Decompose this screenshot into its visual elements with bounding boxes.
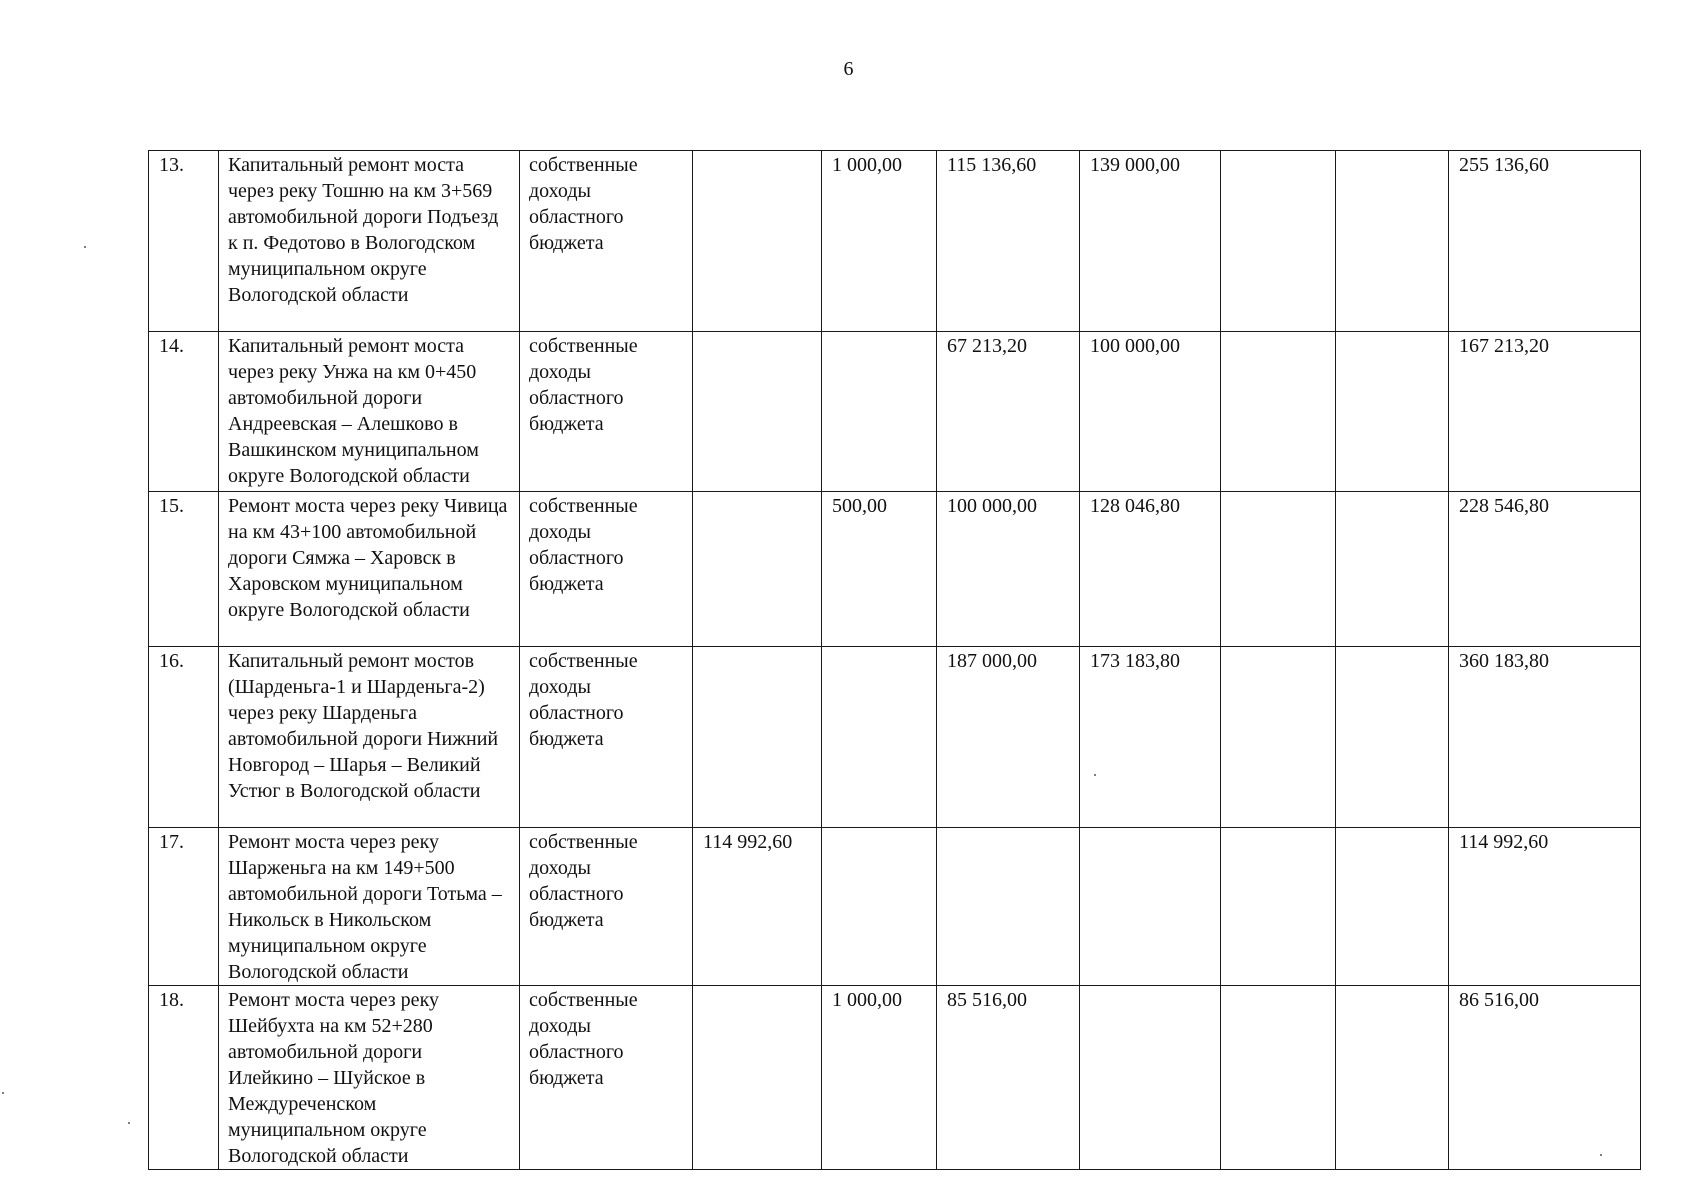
object-name-cell: Капитальный ремонт моста через реку Тошню на км 3+569 автомобильной дороги Подъезд к п. Федотово в Вологодском муниципальном округе Вологодской области <box>219 151 520 332</box>
amount-cell: 115 136,60 <box>937 151 1080 332</box>
row-number: 18. <box>149 986 219 1170</box>
amount-cell <box>1336 828 1449 986</box>
amount-cell: 100 000,00 <box>937 492 1080 647</box>
budget-table <box>148 150 1641 1170</box>
amount-cell: 100 000,00 <box>1080 332 1221 492</box>
amount-cell <box>693 492 822 647</box>
amount-cell <box>1221 492 1336 647</box>
funding-source-cell: собственные доходы областного бюджета <box>520 492 693 647</box>
scan-speck <box>84 246 86 248</box>
amount-cell: 139 000,00 <box>1080 151 1221 332</box>
amount-cell: 67 213,20 <box>937 332 1080 492</box>
amount-cell <box>1336 492 1449 647</box>
amount-cell <box>693 332 822 492</box>
object-name-cell: Ремонт моста через реку Шарженьга на км 149+500 автомобильной дороги Тотьма – Никольск в Никольском муниципальном округе Вологодской области <box>219 828 520 986</box>
object-name-cell: Капитальный ремонт мостов (Шарденьга-1 и Шарденьга-2) через реку Шарденьга автомобильной дороги Нижний Новгород – Шарья – Великий Устюг в Вологодской области <box>219 647 520 828</box>
amount-cell <box>937 828 1080 986</box>
funding-source-cell: собственные доходы областного бюджета <box>520 332 693 492</box>
amount-cell <box>1221 828 1336 986</box>
amount-cell: 1 000,00 <box>822 986 937 1170</box>
amount-cell <box>1336 332 1449 492</box>
table-row <box>149 151 1641 332</box>
funding-source-cell: собственные доходы областного бюджета <box>520 151 693 332</box>
funding-source-cell: собственные доходы областного бюджета <box>520 986 693 1170</box>
amount-cell: 500,00 <box>822 492 937 647</box>
funding-source-cell: собственные доходы областного бюджета <box>520 828 693 986</box>
object-name-cell: Ремонт моста через реку Шейбухта на км 52+280 автомобильной дороги Илейкино – Шуйское в Междуреченском муниципальном округе Вологодской области <box>219 986 520 1170</box>
total-cell: 114 992,60 <box>1449 828 1641 986</box>
amount-cell <box>1221 647 1336 828</box>
funding-source-cell: собственные доходы областного бюджета <box>520 647 693 828</box>
total-cell: 86 516,00 <box>1449 986 1641 1170</box>
object-name-cell: Ремонт моста через реку Чивица на км 43+100 автомобильной дороги Сямжа – Харовск в Харовском муниципальном округе Вологодской области <box>219 492 520 647</box>
scan-speck <box>2 1092 4 1094</box>
amount-cell <box>1080 986 1221 1170</box>
amount-cell <box>1221 151 1336 332</box>
row-number: 13. <box>149 151 219 332</box>
amount-cell <box>693 647 822 828</box>
table-row <box>149 332 1641 492</box>
scan-speck <box>1600 1154 1602 1156</box>
table-row <box>149 986 1641 1170</box>
scan-speck <box>1094 774 1096 776</box>
row-number: 17. <box>149 828 219 986</box>
amount-cell: 114 992,60 <box>693 828 822 986</box>
total-cell: 360 183,80 <box>1449 647 1641 828</box>
total-cell: 167 213,20 <box>1449 332 1641 492</box>
amount-cell: 173 183,80 <box>1080 647 1221 828</box>
amount-cell <box>822 647 937 828</box>
amount-cell <box>1336 986 1449 1170</box>
scan-speck <box>128 1122 130 1124</box>
amount-cell: 85 516,00 <box>937 986 1080 1170</box>
total-cell: 255 136,60 <box>1449 151 1641 332</box>
total-cell: 228 546,80 <box>1449 492 1641 647</box>
table-row <box>149 647 1641 828</box>
amount-cell: 128 046,80 <box>1080 492 1221 647</box>
object-name-cell: Капитальный ремонт моста через реку Унжа на км 0+450 автомобильной дороги Андреевская – Алешково в Вашкинском муниципальном округе Вологодской области <box>219 332 520 492</box>
amount-cell: 187 000,00 <box>937 647 1080 828</box>
amount-cell <box>1221 986 1336 1170</box>
page-number: 6 <box>843 58 854 80</box>
amount-cell <box>822 332 937 492</box>
row-number: 15. <box>149 492 219 647</box>
amount-cell <box>822 828 937 986</box>
table-row <box>149 492 1641 647</box>
table-row <box>149 828 1641 986</box>
amount-cell <box>1336 151 1449 332</box>
amount-cell <box>693 151 822 332</box>
amount-cell <box>1221 332 1336 492</box>
amount-cell <box>1336 647 1449 828</box>
amount-cell <box>1080 828 1221 986</box>
row-number: 16. <box>149 647 219 828</box>
row-number: 14. <box>149 332 219 492</box>
amount-cell <box>693 986 822 1170</box>
amount-cell: 1 000,00 <box>822 151 937 332</box>
